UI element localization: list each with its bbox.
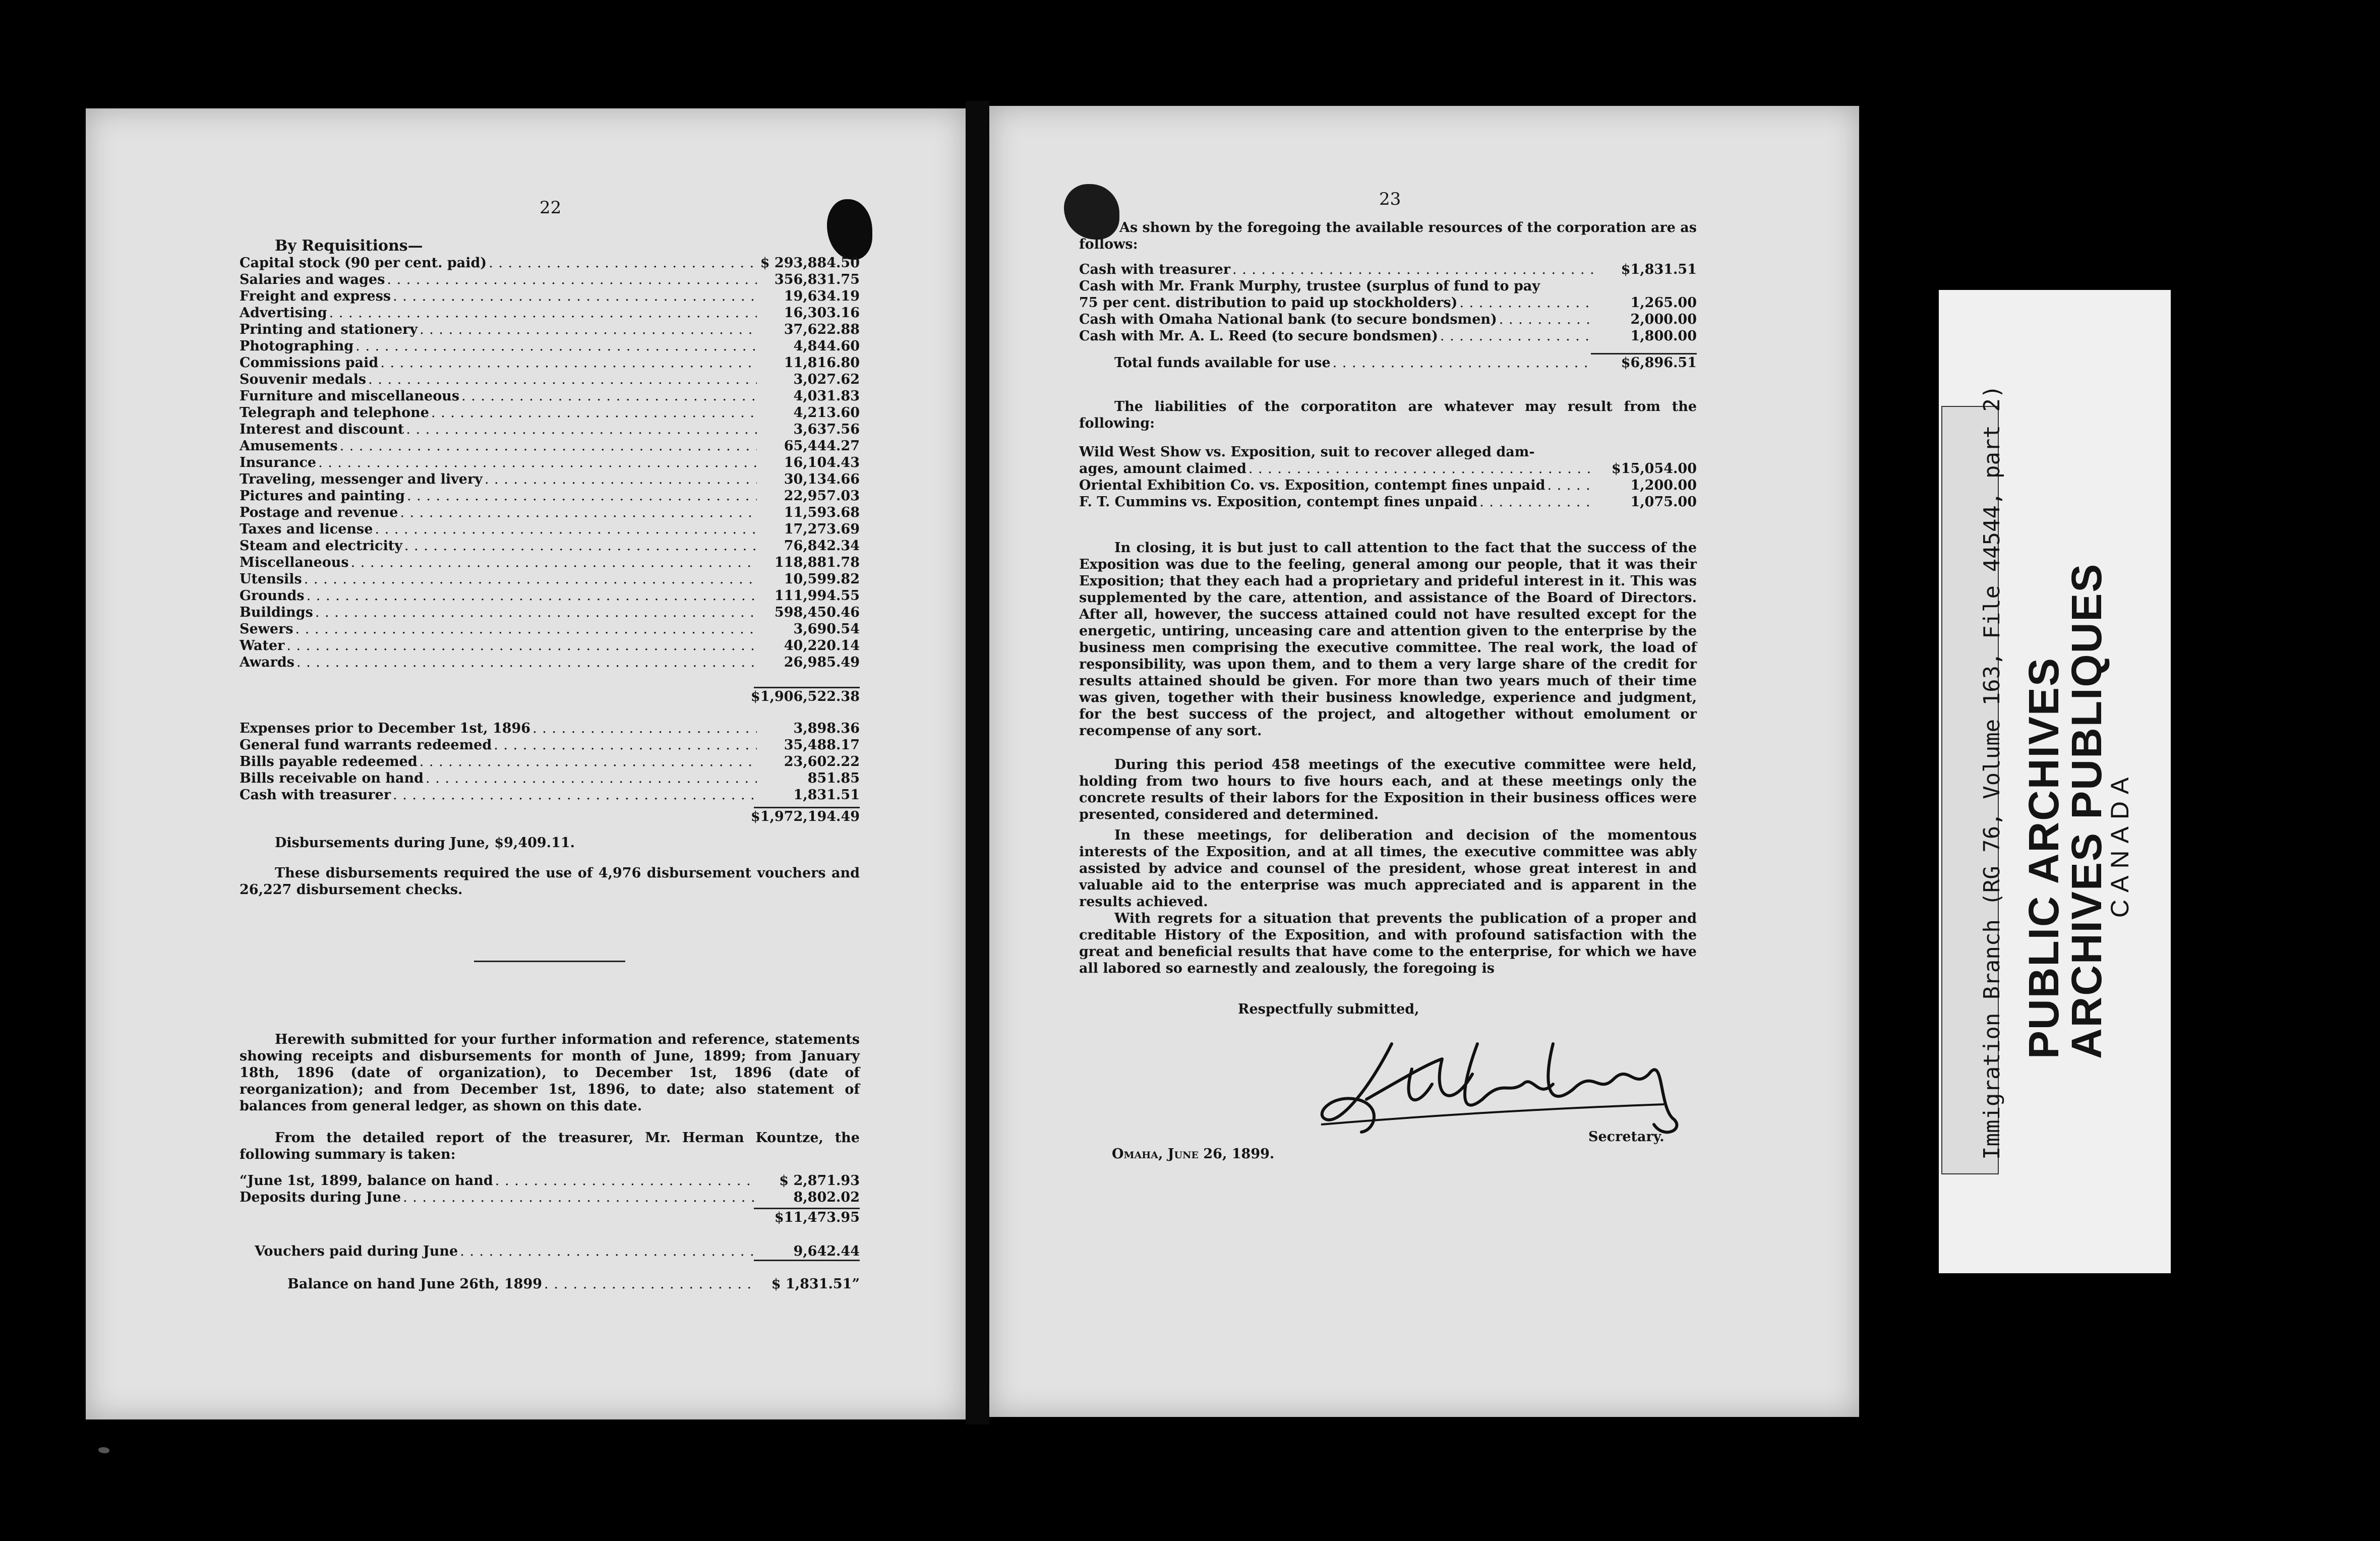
ledger-row bbox=[240, 1172, 860, 1189]
requisitions-total bbox=[240, 687, 860, 705]
leader-dots bbox=[315, 604, 757, 621]
ledger-row-label: Furniture and miscellaneous bbox=[240, 388, 460, 404]
ledger-row bbox=[240, 604, 860, 621]
ledger-row bbox=[240, 305, 860, 321]
leader-dots bbox=[318, 454, 757, 471]
ledger-row bbox=[1079, 460, 1697, 477]
leader-dots bbox=[355, 338, 757, 354]
ledger-row-amount: 851.85 bbox=[807, 770, 860, 786]
vouchers-amount: 9,642.44 bbox=[793, 1243, 860, 1259]
ledger-row-label: Printing and stationery bbox=[240, 322, 418, 337]
leader-dots bbox=[340, 438, 757, 454]
ledger-row bbox=[240, 255, 860, 271]
ledger-row bbox=[240, 488, 860, 504]
ledger-row-amount: 35,488.17 bbox=[784, 737, 860, 753]
ledger-row-label: Buildings bbox=[240, 605, 313, 620]
ledger-row-label: Wild West Show vs. Exposition, suit to recover alleged dam- bbox=[1079, 444, 1535, 460]
leader-dots bbox=[406, 421, 757, 438]
leader-dots bbox=[431, 404, 757, 421]
dateline: Omaha, June 26, 1899. bbox=[1112, 1146, 1275, 1162]
ledger-row bbox=[240, 538, 860, 554]
ledger-row-amount: 22,957.03 bbox=[784, 488, 860, 504]
archive-stamp-line2: ARCHIVES PUBLIQUES bbox=[2063, 563, 2110, 1059]
ledger-row-amount: 30,134.66 bbox=[784, 471, 860, 487]
meetings-paragraph: During this period 458 meetings of the executive committee were held, holding from two hours to five hours each, and at these meetings only the concrete results of their labors for the Exposition in their business offices were presented, considered and determined. bbox=[1079, 757, 1697, 822]
regrets-paragraph: With regrets for a situation that prevents the publication of a proper and creditable History of the Exposition, and with profound satisfaction with the great and beneficial results that have come to the enterprise, for which we have all labored so earnestly and zealously, the foregoing is bbox=[1079, 911, 1697, 976]
leader-dots bbox=[295, 621, 757, 637]
leader-dots bbox=[307, 587, 757, 604]
ledger-row-amount: 356,831.75 bbox=[774, 272, 860, 287]
leader-dots bbox=[495, 1172, 757, 1189]
ledger-row bbox=[240, 637, 860, 654]
ledger-row-label: Cash with treasurer bbox=[240, 787, 391, 803]
leader-dots bbox=[304, 571, 757, 587]
ledger-row bbox=[1079, 261, 1697, 278]
ledger-row-amount: 1,831.51 bbox=[793, 787, 860, 803]
ledger-row-label: Interest and discount bbox=[240, 422, 404, 437]
ledger-row-label: Oriental Exhibition Co. vs. Exposition, contempt fines unpaid bbox=[1079, 478, 1545, 493]
section-divider bbox=[474, 961, 625, 962]
ledger-row-amount: $ 2,871.93 bbox=[779, 1173, 860, 1189]
ledger-row-label: Telegraph and telephone bbox=[240, 405, 429, 421]
leader-dots bbox=[532, 720, 757, 737]
ledger-row-amount: 65,444.27 bbox=[784, 438, 860, 454]
leader-dots bbox=[387, 271, 757, 288]
leader-dots bbox=[296, 654, 757, 671]
ledger-row bbox=[240, 271, 860, 288]
total-funds-row bbox=[1114, 353, 1697, 371]
summary-subtotal-amount: $11,473.95 bbox=[774, 1210, 860, 1225]
leader-dots bbox=[351, 554, 757, 571]
ledger-row-amount: 76,842.34 bbox=[784, 538, 860, 554]
ledger-row-label: Pictures and painting bbox=[240, 488, 405, 504]
ledger-row-amount: 17,273.69 bbox=[784, 521, 860, 537]
ledger-row-amount: 3,690.54 bbox=[793, 621, 860, 637]
ledger-row-label: Bills receivable on hand bbox=[240, 770, 424, 786]
ledger-row bbox=[240, 554, 860, 571]
ledger-row-label: Cash with Mr. A. L. Reed (to secure bondsmen) bbox=[1079, 328, 1438, 344]
leader-dots bbox=[1459, 294, 1594, 311]
ledger-row-label: Deposits during June bbox=[240, 1190, 401, 1205]
vouchers-label: Vouchers paid during June bbox=[255, 1243, 458, 1259]
ledger-row-amount: 4,844.60 bbox=[793, 338, 860, 354]
leader-dots bbox=[420, 321, 757, 338]
grand-total bbox=[240, 807, 860, 825]
page-number-right: 23 bbox=[1379, 189, 1401, 209]
ledger-row bbox=[240, 388, 860, 404]
ledger-row-label: ages, amount claimed bbox=[1079, 461, 1246, 477]
ledger-row-amount: 111,994.55 bbox=[774, 588, 860, 604]
balance-label: Balance on hand June 26th, 1899 bbox=[287, 1276, 543, 1292]
vouchers-row bbox=[255, 1243, 860, 1261]
leader-dots bbox=[286, 637, 757, 654]
ledger-row-label: Miscellaneous bbox=[240, 555, 349, 570]
ledger-row-amount: 1,200.00 bbox=[1630, 478, 1697, 493]
ledger-row-amount: 3,027.62 bbox=[793, 372, 860, 387]
leader-dots bbox=[420, 753, 757, 770]
balance-amount: $ 1,831.51” bbox=[771, 1276, 860, 1292]
ledger-row bbox=[240, 720, 860, 737]
disbursements-note: These disbursements required the use of 4,976 disbursement vouchers and 26,227 disbursement checks. bbox=[240, 865, 860, 898]
ledger-row bbox=[240, 504, 860, 521]
summary-ledger bbox=[240, 1172, 860, 1206]
ledger-row-amount: 1,265.00 bbox=[1630, 295, 1697, 311]
ledger-row bbox=[240, 371, 860, 388]
ledger-row-amount: $15,054.00 bbox=[1611, 461, 1697, 477]
secretary-title: Secretary. bbox=[1588, 1129, 1664, 1145]
ledger-row-label: Photographing bbox=[240, 338, 354, 354]
ledger-row bbox=[240, 521, 860, 538]
ledger-row bbox=[240, 421, 860, 438]
total-funds-amount: $6,896.51 bbox=[1621, 355, 1697, 371]
deliberation-paragraph: In these meetings, for deliberation and decision of the momentous interests of the Exposition, and at all times, the executive committee was ably assisted by advice and counsel of the president, whose great interest in and valuable aid to the enterprise was much appreciated and is apparent in the results achieved. bbox=[1079, 827, 1697, 910]
ledger-row-label: Sewers bbox=[240, 621, 293, 637]
requisitions-total-amount: $1,906,522.38 bbox=[750, 689, 860, 704]
ledger-row bbox=[240, 571, 860, 587]
ledger-row-label: Amusements bbox=[240, 438, 338, 454]
ledger-row-amount: $1,831.51 bbox=[1621, 262, 1697, 277]
ledger-row bbox=[1079, 294, 1697, 311]
herewith-paragraph: Herewith submitted for your further information and reference, statements showing receipts and disbursements for month of June, 1899; from January 18th, 1896 (date of organization), to December 1st, 1896 (date of reorganization); and from December 1st, 1896, to date; also statement of balances from general ledger, as shown on this date. bbox=[240, 1032, 860, 1114]
leader-dots bbox=[485, 471, 757, 488]
archive-stamp-line3: CANADA bbox=[2106, 770, 2134, 918]
leader-dots bbox=[400, 504, 757, 521]
leader-dots bbox=[1499, 311, 1594, 328]
ledger-row bbox=[240, 338, 860, 354]
liabilities-ledger bbox=[1079, 444, 1697, 510]
ledger-row-label: Postage and revenue bbox=[240, 505, 398, 520]
ledger-row-label: Traveling, messenger and livery bbox=[240, 471, 483, 487]
ledger-row-amount: 3,898.36 bbox=[793, 721, 860, 736]
ledger-row-amount: 19,634.19 bbox=[784, 288, 860, 304]
ledger-row-label: General fund warrants redeemed bbox=[240, 737, 492, 753]
ledger-row bbox=[240, 1189, 860, 1206]
ledger-row-label: Expenses prior to December 1st, 1896 bbox=[240, 721, 531, 736]
ledger-row bbox=[240, 770, 860, 787]
ledger-row bbox=[240, 288, 860, 305]
ledger-row-amount: $ 293,884.50 bbox=[760, 255, 860, 271]
leader-dots bbox=[368, 371, 757, 388]
ledger-row-amount: 4,213.60 bbox=[793, 405, 860, 421]
disbursements-june: Disbursements during June, $9,409.11. bbox=[275, 835, 575, 851]
balance-row bbox=[287, 1276, 860, 1292]
leader-dots bbox=[375, 521, 757, 538]
ledger-row-amount: 8,802.02 bbox=[793, 1190, 860, 1205]
ledger-row bbox=[240, 471, 860, 488]
closing-paragraph: In closing, it is but just to call attention to the fact that the success of the Exposition was due to the feeling, general among our people, that it was their Exposition; that they each had a proprietary and prideful interest in it. This was supplemented by the care, attention, and assistance of the Board of Directors. After all, however, the success attained could not have resulted except for the energetic, untiring, unceasing care and attention given to the enterprise by the business men comprising the executive committee. The real work, the load of responsibility, was upon them, and to them a very large share of the credit for results attained should be given. For more than two years much of their time was given, together with their business knowledge, experience and judgment, for the best success of the project, and altogether without emolument or recompense of any sort. bbox=[1079, 540, 1697, 739]
liabilities-intro: The liabilities of the corporatiton are whatever may result from the following: bbox=[1079, 399, 1697, 431]
ledger-row-amount: 3,637.56 bbox=[793, 422, 860, 437]
leader-dots bbox=[404, 538, 757, 554]
resources-intro: As shown by the foregoing the available resources of the corporation are as follows: bbox=[1079, 220, 1697, 252]
ledger-row bbox=[240, 621, 860, 637]
respectfully-submitted: Respectfully submitted, bbox=[1238, 1001, 1419, 1017]
ledger-row-label: Cash with Mr. Frank Murphy, trustee (surplus of fund to pay bbox=[1079, 278, 1540, 294]
archive-stamp-line1: PUBLIC ARCHIVES bbox=[2020, 657, 2067, 1059]
leader-dots bbox=[403, 1189, 757, 1206]
ledger-row-label: Grounds bbox=[240, 588, 305, 604]
leader-dots bbox=[1547, 477, 1594, 494]
ledger-row bbox=[1079, 311, 1697, 328]
scan-mark bbox=[98, 1447, 109, 1453]
leader-dots bbox=[407, 488, 757, 504]
ledger-row-label: Freight and express bbox=[240, 288, 391, 304]
ledger-row-amount: 598,450.46 bbox=[774, 605, 860, 620]
ledger-row bbox=[1079, 444, 1697, 460]
ledger-row bbox=[1079, 328, 1697, 344]
ledger-row-amount: 11,593.68 bbox=[784, 505, 860, 520]
ledger-row bbox=[240, 354, 860, 371]
leader-dots bbox=[494, 737, 757, 753]
ledger-row-amount: 16,303.16 bbox=[784, 305, 860, 321]
ledger-row bbox=[240, 404, 860, 421]
ledger-row-label: Commissions paid bbox=[240, 355, 379, 371]
ledger-row-amount: 37,622.88 bbox=[784, 322, 860, 337]
ledger-row-label: “June 1st, 1899, balance on hand bbox=[240, 1173, 493, 1189]
leader-dots bbox=[1248, 460, 1594, 477]
ledger-row-label: Water bbox=[240, 638, 285, 654]
ledger-row-amount: 2,000.00 bbox=[1630, 312, 1697, 327]
ledger-row-amount: 1,075.00 bbox=[1630, 494, 1697, 510]
ledger-row-label: Insurance bbox=[240, 455, 317, 470]
ledger-row-label: Souvenir medals bbox=[240, 372, 367, 387]
ledger-row-amount: 26,985.49 bbox=[784, 655, 860, 670]
other-items-ledger bbox=[240, 720, 860, 803]
leader-dots bbox=[329, 305, 757, 321]
leader-dots bbox=[1440, 328, 1594, 344]
ledger-row-amount: 11,816.80 bbox=[784, 355, 860, 371]
grand-total-amount: $1,972,194.49 bbox=[750, 809, 860, 824]
requisitions-ledger bbox=[240, 255, 860, 671]
ledger-row-amount: 118,881.78 bbox=[774, 555, 860, 570]
ledger-row bbox=[240, 587, 860, 604]
ledger-row-amount: 16,104.43 bbox=[784, 455, 860, 470]
page-gutter bbox=[966, 101, 989, 1425]
ledger-row-amount: 23,602.22 bbox=[784, 754, 860, 769]
page-number-left: 22 bbox=[540, 198, 562, 218]
ledger-row bbox=[240, 787, 860, 803]
treasurer-paragraph: From the detailed report of the treasurer, Mr. Herman Kountze, the following summary is taken: bbox=[240, 1130, 860, 1162]
ledger-row-amount: 10,599.82 bbox=[784, 571, 860, 587]
ledger-row bbox=[1079, 477, 1697, 494]
ledger-row bbox=[240, 438, 860, 454]
ledger-row bbox=[1079, 494, 1697, 510]
ledger-row-amount: 1,800.00 bbox=[1630, 328, 1697, 344]
ledger-row bbox=[240, 454, 860, 471]
leader-dots bbox=[1479, 494, 1594, 510]
vouchers-rule bbox=[754, 1260, 860, 1261]
leader-dots bbox=[1232, 261, 1594, 278]
leader-dots bbox=[489, 255, 757, 271]
ledger-row-label: Salaries and wages bbox=[240, 272, 385, 287]
ledger-row-label: Advertising bbox=[240, 305, 327, 321]
leader-dots bbox=[393, 787, 757, 803]
ledger-row-amount: 40,220.14 bbox=[784, 638, 860, 654]
ledger-row bbox=[1079, 278, 1697, 294]
leader-dots bbox=[426, 770, 757, 787]
ledger-row-amount: 4,031.83 bbox=[793, 388, 860, 404]
requisitions-heading: By Requisitions— bbox=[275, 237, 423, 255]
leader-dots bbox=[380, 354, 757, 371]
ledger-row-label: Awards bbox=[240, 655, 294, 670]
ledger-row-label: Taxes and license bbox=[240, 521, 373, 537]
ledger-row-label: Bills payable redeemed bbox=[240, 754, 418, 769]
ledger-row-label: 75 per cent. distribution to paid up stockholders) bbox=[1079, 295, 1458, 311]
ledger-row-label: Utensils bbox=[240, 571, 302, 587]
ledger-row-label: Capital stock (90 per cent. paid) bbox=[240, 255, 487, 271]
total-funds-label: Total funds available for use bbox=[1114, 355, 1331, 371]
ledger-row-label: Cash with Omaha National bank (to secure bondsmen) bbox=[1079, 312, 1497, 327]
ledger-row-label: Steam and electricity bbox=[240, 538, 402, 554]
ledger-row-label: Cash with treasurer bbox=[1079, 262, 1231, 277]
ledger-row bbox=[240, 321, 860, 338]
ledger-row-label: F. T. Cummins vs. Exposition, contempt fines unpaid bbox=[1079, 494, 1478, 510]
summary-subtotal bbox=[240, 1208, 860, 1226]
leader-dots bbox=[461, 388, 757, 404]
ledger-row bbox=[240, 753, 860, 770]
leader-dots bbox=[393, 288, 757, 305]
archive-reference-text: Immigration Branch (RG 76, Volume 163, File 44544, part 2) bbox=[1979, 385, 2005, 1160]
ledger-row bbox=[240, 654, 860, 671]
ledger-row bbox=[240, 737, 860, 753]
resources-ledger bbox=[1079, 261, 1697, 344]
